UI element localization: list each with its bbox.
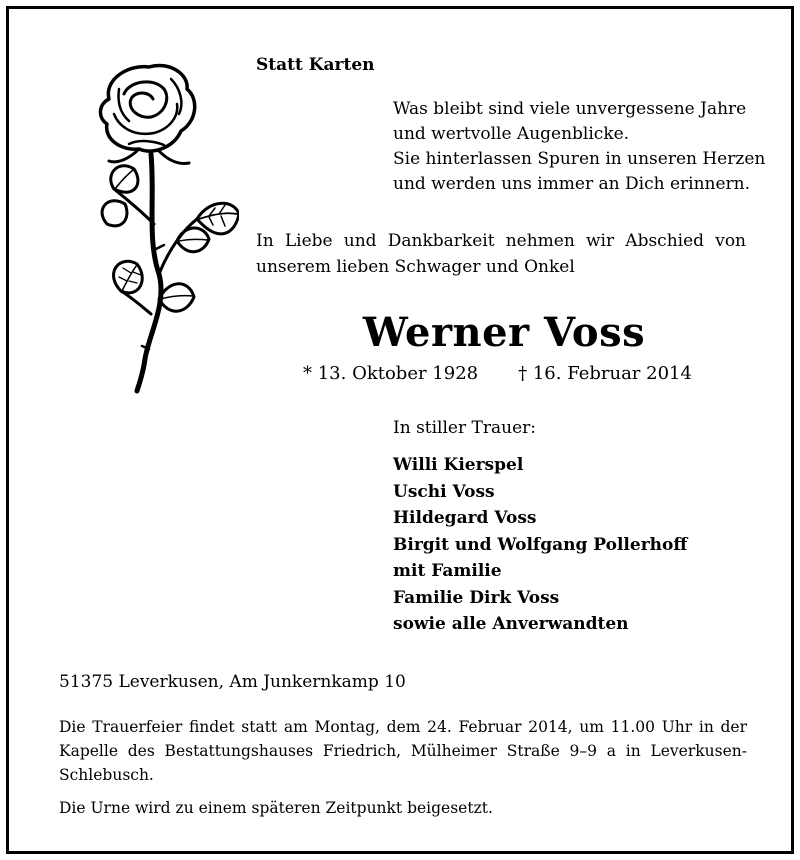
- mourning-label: In stiller Trauer:: [393, 418, 536, 438]
- ceremony-line: Schlebusch.: [59, 766, 154, 784]
- farewell-intro: [256, 228, 746, 280]
- death-date: † 16. Februar 2014: [518, 363, 692, 384]
- mourner-name: Willi Kierspel: [393, 455, 524, 475]
- poem-line: Sie hinterlassen Spuren in unseren Herzen: [393, 149, 766, 169]
- mourners-list: [393, 452, 687, 638]
- poem-line: und werden uns immer an Dich erinnern.: [393, 174, 750, 194]
- mourner-name: mit Familie: [393, 561, 502, 581]
- rose-icon: [59, 59, 239, 394]
- birth-date: * 13. Oktober 1928: [303, 363, 479, 384]
- intro-line: In Liebe und Dankbarkeit nehmen wir Abschied von: [256, 231, 746, 251]
- mourner-name: sowie alle Anverwandten: [393, 614, 629, 634]
- deceased-name: Werner Voss: [362, 309, 646, 356]
- mourner-name: Birgit und Wolfgang Pollerhoff: [393, 534, 688, 555]
- life-dates: [303, 363, 692, 384]
- obituary-frame: [6, 6, 794, 854]
- mourner-name: Uschi Voss: [393, 481, 495, 502]
- poem-line: Was bleibt sind viele unvergessene Jahre: [393, 99, 747, 119]
- mourner-name: Hildegard Voss: [393, 508, 537, 528]
- ceremony-line: Die Trauerfeier findet statt am Montag, dem 24. Februar 2014, um 11.00 Uhr in der: [59, 718, 747, 736]
- statt-karten-heading: Statt Karten: [256, 55, 375, 75]
- ceremony-notice: [59, 715, 747, 787]
- intro-line: unserem lieben Schwager und Onkel: [256, 257, 575, 277]
- urn-notice: Die Urne wird zu einem späteren Zeitpunkt beigesetzt.: [59, 799, 493, 817]
- ceremony-line: Kapelle des Bestattungshauses Friedrich, Mülheimer Straße 9–9 a in Leverkusen-: [59, 742, 747, 760]
- address: 51375 Leverkusen, Am Junkernkamp 10: [59, 672, 406, 692]
- poem: [393, 97, 765, 197]
- mourner-name: Familie Dirk Voss: [393, 587, 560, 608]
- poem-line: und wertvolle Augenblicke.: [393, 124, 630, 144]
